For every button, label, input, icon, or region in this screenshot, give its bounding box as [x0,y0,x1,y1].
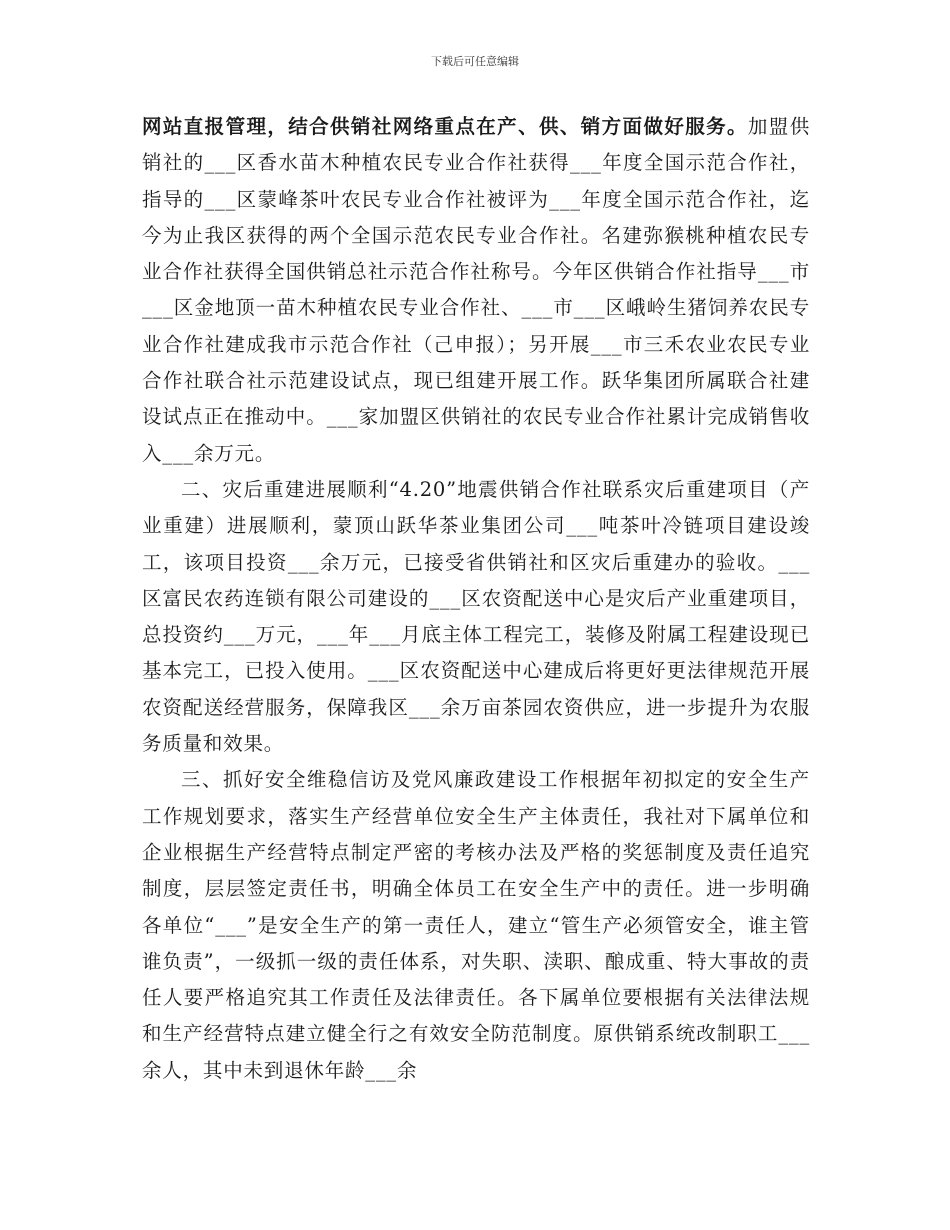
paragraph-1-text: 加盟供销社的___区香水苗木种植农民专业合作社获得___年度全国示范合作社，指导的___区蒙峰茶叶农民专业合作社被评为___年度全国示范合作社，迄今为止我区获得的两个全国示范农民专业合作社。名建弥猴桃种植农民专业合作社获得全国供销总社示范合作社称号。今年区供销合作社指导___市___区金地顶一苗木种植农民专业合作社、___市___区峨岭生猪饲养农民专业合作社建成我市示范合作社（己申报）；另开展___市三禾农业农民专业合作社联合社示范建设试点，现已组建开展工作。跃华集团所属联合社建设试点正在推动中。___家加盟区供销社的农民专业合作社累计完成销售收入___余万元。 [142,115,810,465]
paragraph-1-bold-lead: 网站直报管理，结合供销社网络重点在产、供、销方面做好服务。 [142,115,748,138]
page-header: 下载后可任意编辑 [431,55,519,68]
paragraph-1 [142,109,810,472]
paragraph-2: 二、灾后重建进展顺利“4.20”地震供销合作社联系灾后重建项目（产业重建）进展顺利，蒙顶山跃华茶业集团公司___吨茶叶冷链项目建设竣工，该项目投资___余万元，已接受省供销社和区灾后重建办的验收。___区富民农药连锁有限公司建设的___区农资配送中心是灾后产业重建项目，总投资约___万元，___年___月底主体工程完工，装修及附属工程建设现已基本完工，已投入使用。___区农资配送中心建成后将更好更法律规范开展农资配送经营服务，保障我区___余万亩茶园农资供应，进一步提升为农服务质量和效果。 [142,477,810,756]
document-body [142,109,810,1089]
paragraph-3: 三、抓好安全维稳信访及党风廉政建设工作根据年初拟定的安全生产工作规划要求，落实生产经营单位安全生产主体责任，我社对下属单位和企业根据生产经营特点制定严密的考核办法及严格的奖惩制度及责任追究制度，层层签定责任书，明确全体员工在安全生产中的责任。进一步明确各单位“___”是安全生产的第一责任人，建立“管生产必须管安全，谁主管谁负责”，一级抓一级的责任体系，对失职、渎职、酿成重、特大事故的责任人要严格追究其工作责任及法律责任。各下属单位要根据有关法律法规和生产经营特点建立健全行之有效安全防范制度。原供销系统改制职工___余人，其中未到退休年龄___余 [142,768,810,1082]
